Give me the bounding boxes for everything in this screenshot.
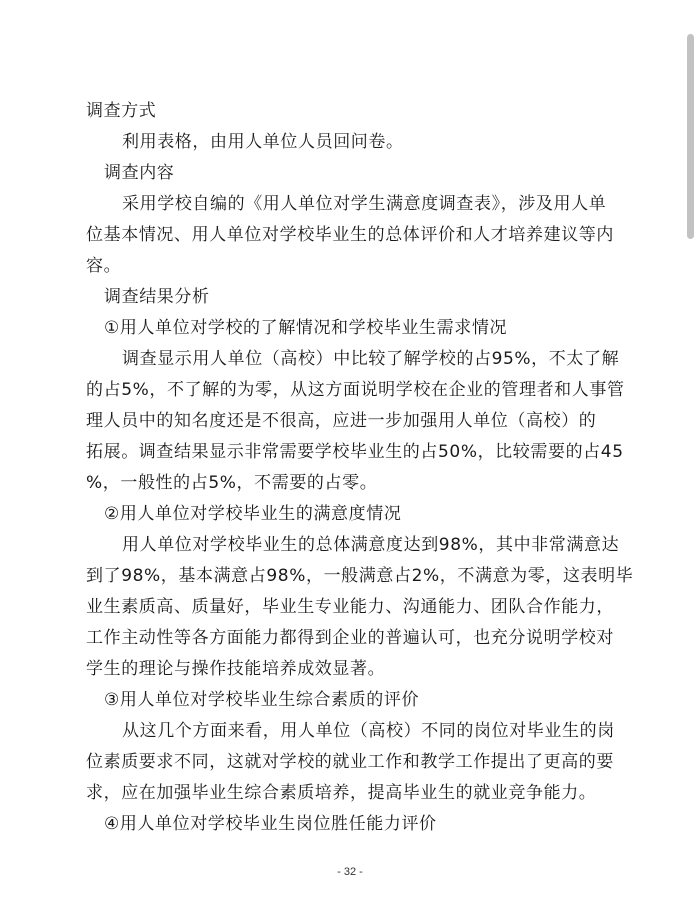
paragraph-line: 拓展。调查结果显示非常需要学校毕业生的占50%，比较需要的占45 bbox=[86, 442, 624, 462]
paragraph-line: 从这几个方面来看，用人单位（高校）不同的岗位对毕业生的岗 bbox=[122, 721, 615, 741]
subsection-heading-1: ①用人单位对学校的了解情况和学校毕业生需求情况 bbox=[104, 318, 508, 338]
paragraph-line: 学生的理论与操作技能培养成效显著。 bbox=[86, 659, 386, 679]
paragraph-line: 的占5%，不了解的为零，从这方面说明学校在企业的管理者和人事管 bbox=[86, 380, 625, 400]
section-heading-method: 调查方式 bbox=[86, 101, 157, 121]
paragraph-line: 调查显示用人单位（高校）中比较了解学校的占95%，不太了解 bbox=[122, 349, 620, 369]
paragraph-line: 容。 bbox=[86, 256, 122, 276]
paragraph-line: 理人员中的知名度还是不很高，应进一步加强用人单位（高校）的 bbox=[86, 411, 597, 431]
subsection-heading-3: ③用人单位对学校毕业生综合素质的评价 bbox=[104, 690, 420, 710]
paragraph-line: 工作主动性等各方面能力都得到企业的普遍认可，也充分说明学校对 bbox=[86, 628, 614, 648]
paragraph-line: %，一般性的占5%，不需要的占零。 bbox=[86, 473, 378, 493]
paragraph-line: 求，应在加强毕业生综合素质培养，提高毕业生的就业竞争能力。 bbox=[86, 783, 597, 803]
paragraph-line: 用人单位对学校毕业生的总体满意度达到98%，其中非常满意达 bbox=[122, 535, 620, 555]
paragraph-line: 位基本情况、用人单位对学校毕业生的总体评价和人才培养建议等内 bbox=[86, 225, 614, 245]
section-heading-content: 调查内容 bbox=[104, 163, 175, 183]
subsection-heading-2: ②用人单位对学校毕业生的满意度情况 bbox=[104, 504, 402, 524]
paragraph-line: 利用表格，由用人单位人员回问卷。 bbox=[122, 132, 404, 152]
paragraph-line: 采用学校自编的《用人单位对学生满意度调查表》，涉及用人单 bbox=[122, 194, 607, 214]
paragraph-line: 到了98%，基本满意占98%，一般满意占2%，不满意为零，这表明毕 bbox=[86, 566, 634, 586]
document-body bbox=[86, 96, 634, 840]
subsection-heading-4: ④用人单位对学校毕业生岗位胜任能力评价 bbox=[104, 814, 437, 834]
section-heading-analysis: 调查结果分析 bbox=[104, 287, 210, 307]
scrollbar-thumb[interactable] bbox=[687, 34, 694, 239]
paragraph-line: 业生素质高、质量好，毕业生专业能力、沟通能力、团队合作能力， bbox=[86, 597, 614, 617]
paragraph-line: 位素质要求不同，这就对学校的就业工作和教学工作提出了更高的要 bbox=[86, 752, 614, 772]
page-number: - 32 - bbox=[337, 866, 363, 878]
